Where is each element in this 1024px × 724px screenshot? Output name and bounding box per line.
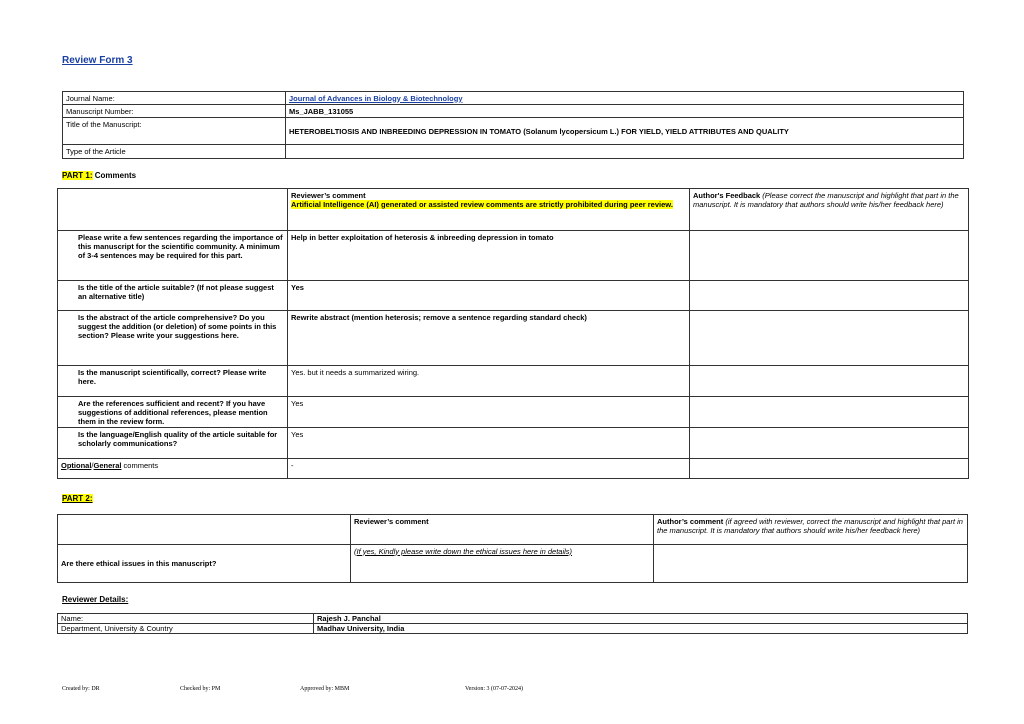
part2-author-header-note: (if agreed with reviewer, correct the manuscript and highlight that part in the manuscript. It is mandatory that authors should write his/her feedback here) (657, 516, 963, 535)
optional-label-sep: / (91, 460, 94, 470)
question-abstract: Is the abstract of the article comprehensive? Do you suggest the addition (or deletion) of some points in this section? Please write your suggestions here. (58, 311, 288, 366)
part1-author-header: Author's Feedback (693, 190, 761, 200)
part1-label: PART 1: (62, 171, 93, 180)
reviewer-comment-importance: Help in better exploitation of heterosis & inbreeding depression in tomato (288, 231, 690, 281)
optional-author-feedback[interactable] (690, 459, 969, 479)
part1-heading (62, 171, 136, 180)
reviewer-details-table (57, 613, 968, 634)
question-references: Are the references sufficient and recent? If you have suggestions of additional references, please mention them in the review form. (58, 397, 288, 428)
part2-author-header: Author’s comment (657, 516, 724, 526)
part2-blank-header (58, 515, 351, 545)
general-label: General (93, 460, 122, 470)
reviewer-comment-scientific: Yes. but it needs a summarized wiring. (288, 366, 690, 397)
table-row (58, 281, 969, 311)
reviewer-name-label: Name: (58, 614, 314, 624)
article-type-label: Type of the Article (63, 145, 286, 159)
reviewer-comment-title: Yes (288, 281, 690, 311)
optional-comments-label-cell (58, 459, 288, 479)
manuscript-title-value: HETEROBELTIOSIS AND INBREEDING DEPRESSION IN TOMATO (Solanum lycopersicum L.) FOR YIELD, YIELD ATTRIBUTES AND QUALITY (286, 118, 964, 145)
part1-reviewer-header-cell (288, 189, 690, 231)
reviewer-details-heading: Reviewer Details: (62, 595, 129, 604)
author-feedback-references[interactable] (690, 397, 969, 428)
part1-author-header-cell (690, 189, 969, 231)
manuscript-meta-table (62, 91, 964, 159)
comments-label: comments (121, 460, 159, 470)
question-scientific: Is the manuscript scientifically, correct? Please write here. (58, 366, 288, 397)
part1-label-suffix: Comments (92, 171, 137, 180)
part2-label: PART 2: (62, 494, 93, 503)
author-feedback-importance[interactable] (690, 231, 969, 281)
part2-author-header-cell (654, 515, 968, 545)
footer-approved: Approved by: MBM (300, 686, 350, 692)
ethical-issues-question: Are there ethical issues in this manuscript? (58, 545, 351, 583)
part1-blank-header (58, 189, 288, 231)
table-row (58, 311, 969, 366)
reviewer-comment-references: Yes (288, 397, 690, 428)
part1-author-header-note: (Please correct the manuscript and highlight that part in the manuscript. It is mandatory that authors should write his/her feedback here) (693, 190, 959, 209)
author-feedback-abstract[interactable] (690, 311, 969, 366)
question-importance: Please write a few sentences regarding the importance of this manuscript for the scientific community. A minimum of 3-4 sentences may be required for this part. (58, 231, 288, 281)
table-row (58, 545, 968, 583)
author-feedback-title[interactable] (690, 281, 969, 311)
footer-created: Created by: DR (62, 686, 100, 692)
manuscript-number-label: Manuscript Number: (63, 105, 286, 118)
table-row (58, 428, 969, 459)
manuscript-title-label: Title of the Manuscript: (63, 118, 286, 145)
article-type-value (286, 145, 964, 159)
question-title: Is the title of the article suitable? (If not please suggest an alternative title) (58, 281, 288, 311)
optional-comment-value: - (288, 459, 690, 479)
footer-version: Version: 3 (07-07-2024) (465, 686, 523, 692)
part1-reviewer-header: Reviewer’s comment (291, 190, 366, 200)
author-feedback-language[interactable] (690, 428, 969, 459)
table-row (58, 397, 969, 428)
table-row (58, 366, 969, 397)
reviewer-department-value: Madhav University, India (314, 624, 968, 634)
ai-prohibition-notice: Artificial Intelligence (AI) generated or assisted review comments are strictly prohibited during peer review. (291, 199, 673, 209)
journal-name-label: Journal Name: (63, 92, 286, 105)
reviewer-department-label: Department, University & Country (58, 624, 314, 634)
journal-name-link[interactable]: Journal of Advances in Biology & Biotechnology (289, 93, 463, 103)
ethical-issues-author-comment[interactable] (654, 545, 968, 583)
footer-checked: Checked by: PM (180, 686, 221, 692)
reviewer-comment-language: Yes (288, 428, 690, 459)
manuscript-number-value: Ms_JABB_131055 (286, 105, 964, 118)
part2-reviewer-header: Reviewer’s comment (351, 515, 654, 545)
part2-ethics-table (57, 514, 968, 583)
reviewer-name-value: Rajesh J. Panchal (314, 614, 968, 624)
reviewer-comment-abstract: Rewrite abstract (mention heterosis; remove a sentence regarding standard check) (288, 311, 690, 366)
table-row (58, 231, 969, 281)
author-feedback-scientific[interactable] (690, 366, 969, 397)
part1-comments-table (57, 188, 969, 479)
question-language: Is the language/English quality of the article suitable for scholarly communications? (58, 428, 288, 459)
ethical-issues-reviewer-comment: (If yes, Kindly please write down the ethical issues here in details) (351, 545, 654, 583)
table-row (58, 459, 969, 479)
optional-label: Optional (61, 460, 92, 470)
form-title: Review Form 3 (62, 55, 133, 66)
